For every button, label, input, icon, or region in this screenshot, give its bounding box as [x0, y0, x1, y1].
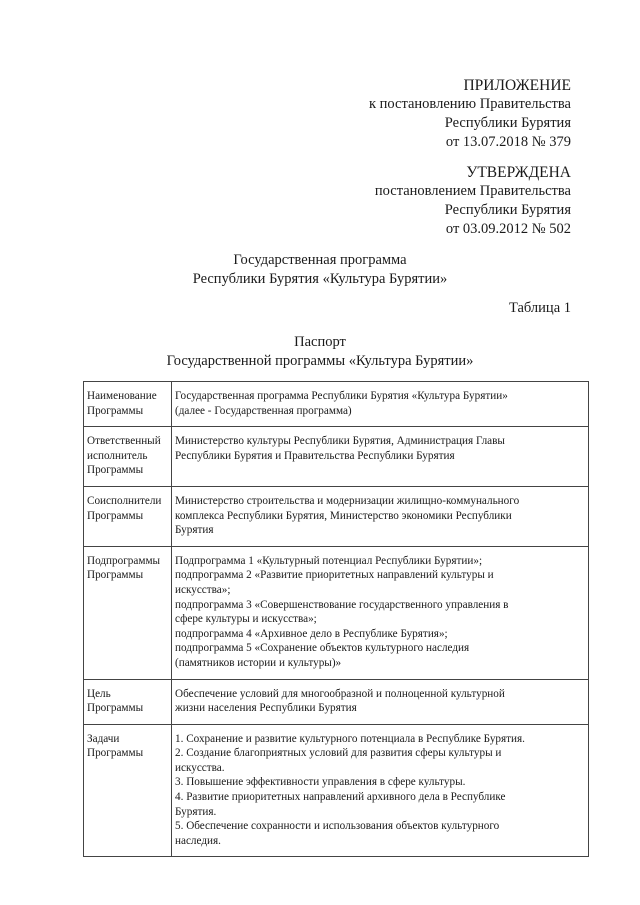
- passport-content-cell: [172, 679, 589, 724]
- program-title-line: Государственная программа: [233, 252, 407, 268]
- passport-content-line: наследия.: [175, 834, 221, 847]
- passport-label-line: Наименование: [87, 390, 157, 402]
- approved-line: Республики Бурятия: [444, 202, 571, 218]
- passport-content-line: Бурятия: [175, 524, 214, 537]
- approved-heading: УТВЕРЖДЕНА: [466, 164, 571, 181]
- passport-label-line: Цель: [87, 687, 111, 700]
- passport-label-line: Программы: [87, 509, 144, 522]
- passport-content-cell: [172, 382, 589, 427]
- passport-content-line: комплекса Республики Бурятия, Министерство экономики Республики: [175, 509, 512, 522]
- passport-content-line: Министерство строительства и модернизации жилищно-коммунального: [175, 494, 520, 507]
- passport-row: [84, 679, 589, 724]
- passport-content-cell: [172, 546, 589, 679]
- passport-label-cell: [84, 486, 172, 546]
- table-label: Таблица 1: [508, 300, 571, 316]
- passport-label-line: Подпрограммы: [87, 554, 161, 567]
- passport-content-line: сфере культуры и искусства»;: [175, 613, 317, 626]
- passport-row: [84, 486, 589, 546]
- passport-label-line: Программы: [87, 464, 144, 477]
- program-title: [0, 251, 640, 289]
- passport-content-line: подпрограмма 2 «Развитие приоритетных направлений культуры и: [175, 569, 494, 582]
- passport-row: [84, 546, 589, 679]
- passport-label-line: Ответственный: [87, 435, 161, 448]
- passport-content-line: Государственная программа Республики Бурятия «Культура Бурятии»: [175, 390, 508, 402]
- passport-row: [84, 382, 589, 427]
- passport-content-line: подпрограмма 4 «Архивное дело в Республике Бурятия»;: [175, 627, 448, 640]
- passport-title-line: Государственной программы «Культура Бурятии»: [166, 353, 474, 369]
- passport-content-line: 5. Обеспечение сохранности и использования объектов культурного: [175, 820, 500, 833]
- appendix-date-line: от 13.07.2018 № 379: [445, 134, 571, 150]
- passport-label-cell: [84, 382, 172, 427]
- appendix-heading: ПРИЛОЖЕНИЕ: [463, 77, 571, 94]
- approved-line: постановлением Правительства: [374, 183, 571, 199]
- passport-content-cell: [172, 486, 589, 546]
- passport-label-cell: [84, 679, 172, 724]
- passport-content-line: Бурятия.: [175, 805, 217, 818]
- passport-content-line: 4. Развитие приоритетных направлений архивного дела в Республике: [175, 791, 506, 804]
- appendix-line: Республики Бурятия: [444, 115, 571, 131]
- passport-title-line: Паспорт: [294, 334, 346, 350]
- passport-title: [0, 333, 640, 371]
- passport-content-cell: [172, 427, 589, 487]
- passport-row: [84, 427, 589, 487]
- passport-content-line: 3. Повышение эффективности управления в сфере культуры.: [175, 776, 466, 789]
- passport-content-line: Республики Бурятия и Правительства Республики Бурятия: [175, 449, 455, 462]
- approved-date-line: от 03.09.2012 № 502: [445, 221, 571, 237]
- passport-label-line: исполнитель: [87, 449, 148, 462]
- passport-label-line: Задачи: [87, 732, 120, 745]
- passport-content-line: Министерство культуры Республики Бурятия, Администрация Главы: [175, 435, 505, 448]
- passport-content-line: (памятников истории и культуры)»: [175, 656, 342, 669]
- appendix-line: к постановлению Правительства: [369, 96, 571, 112]
- program-title-line: Республики Бурятия «Культура Бурятии»: [192, 271, 448, 287]
- passport-row: [84, 724, 589, 857]
- passport-label-line: Программы: [87, 747, 144, 760]
- passport-content-line: подпрограмма 3 «Совершенствование государственного управления в: [175, 598, 509, 611]
- passport-content-line: Подпрограмма 1 «Культурный потенциал Республики Бурятии»;: [175, 554, 483, 567]
- passport-label-cell: [84, 724, 172, 857]
- approved-block: [375, 163, 571, 239]
- passport-content-cell: [172, 724, 589, 857]
- appendix-block: [369, 76, 571, 152]
- passport-label-line: Программы: [87, 702, 144, 715]
- passport-content-line: (далее - Государственная программа): [175, 404, 352, 417]
- passport-content-line: искусства.: [175, 761, 225, 774]
- passport-label-line: Программы: [87, 404, 144, 417]
- passport-content-line: 1. Сохранение и развитие культурного потенциала в Республике Бурятия.: [175, 732, 525, 745]
- passport-table: [83, 381, 589, 857]
- passport-content-line: подпрограмма 5 «Сохранение объектов культурного наследия: [175, 642, 470, 655]
- passport-label-cell: [84, 546, 172, 679]
- passport-content-line: 2. Создание благоприятных условий для развития сферы культуры и: [175, 747, 502, 760]
- passport-content-line: Обеспечение условий для многообразной и полноценной культурной: [175, 687, 505, 700]
- passport-table-body: [84, 382, 589, 857]
- passport-label-line: Программы: [87, 569, 144, 582]
- passport-content-line: искусства»;: [175, 583, 231, 596]
- passport-content-line: жизни населения Республики Бурятия: [175, 702, 357, 715]
- passport-label-cell: [84, 427, 172, 487]
- passport-label-line: Соисполнители: [87, 494, 162, 507]
